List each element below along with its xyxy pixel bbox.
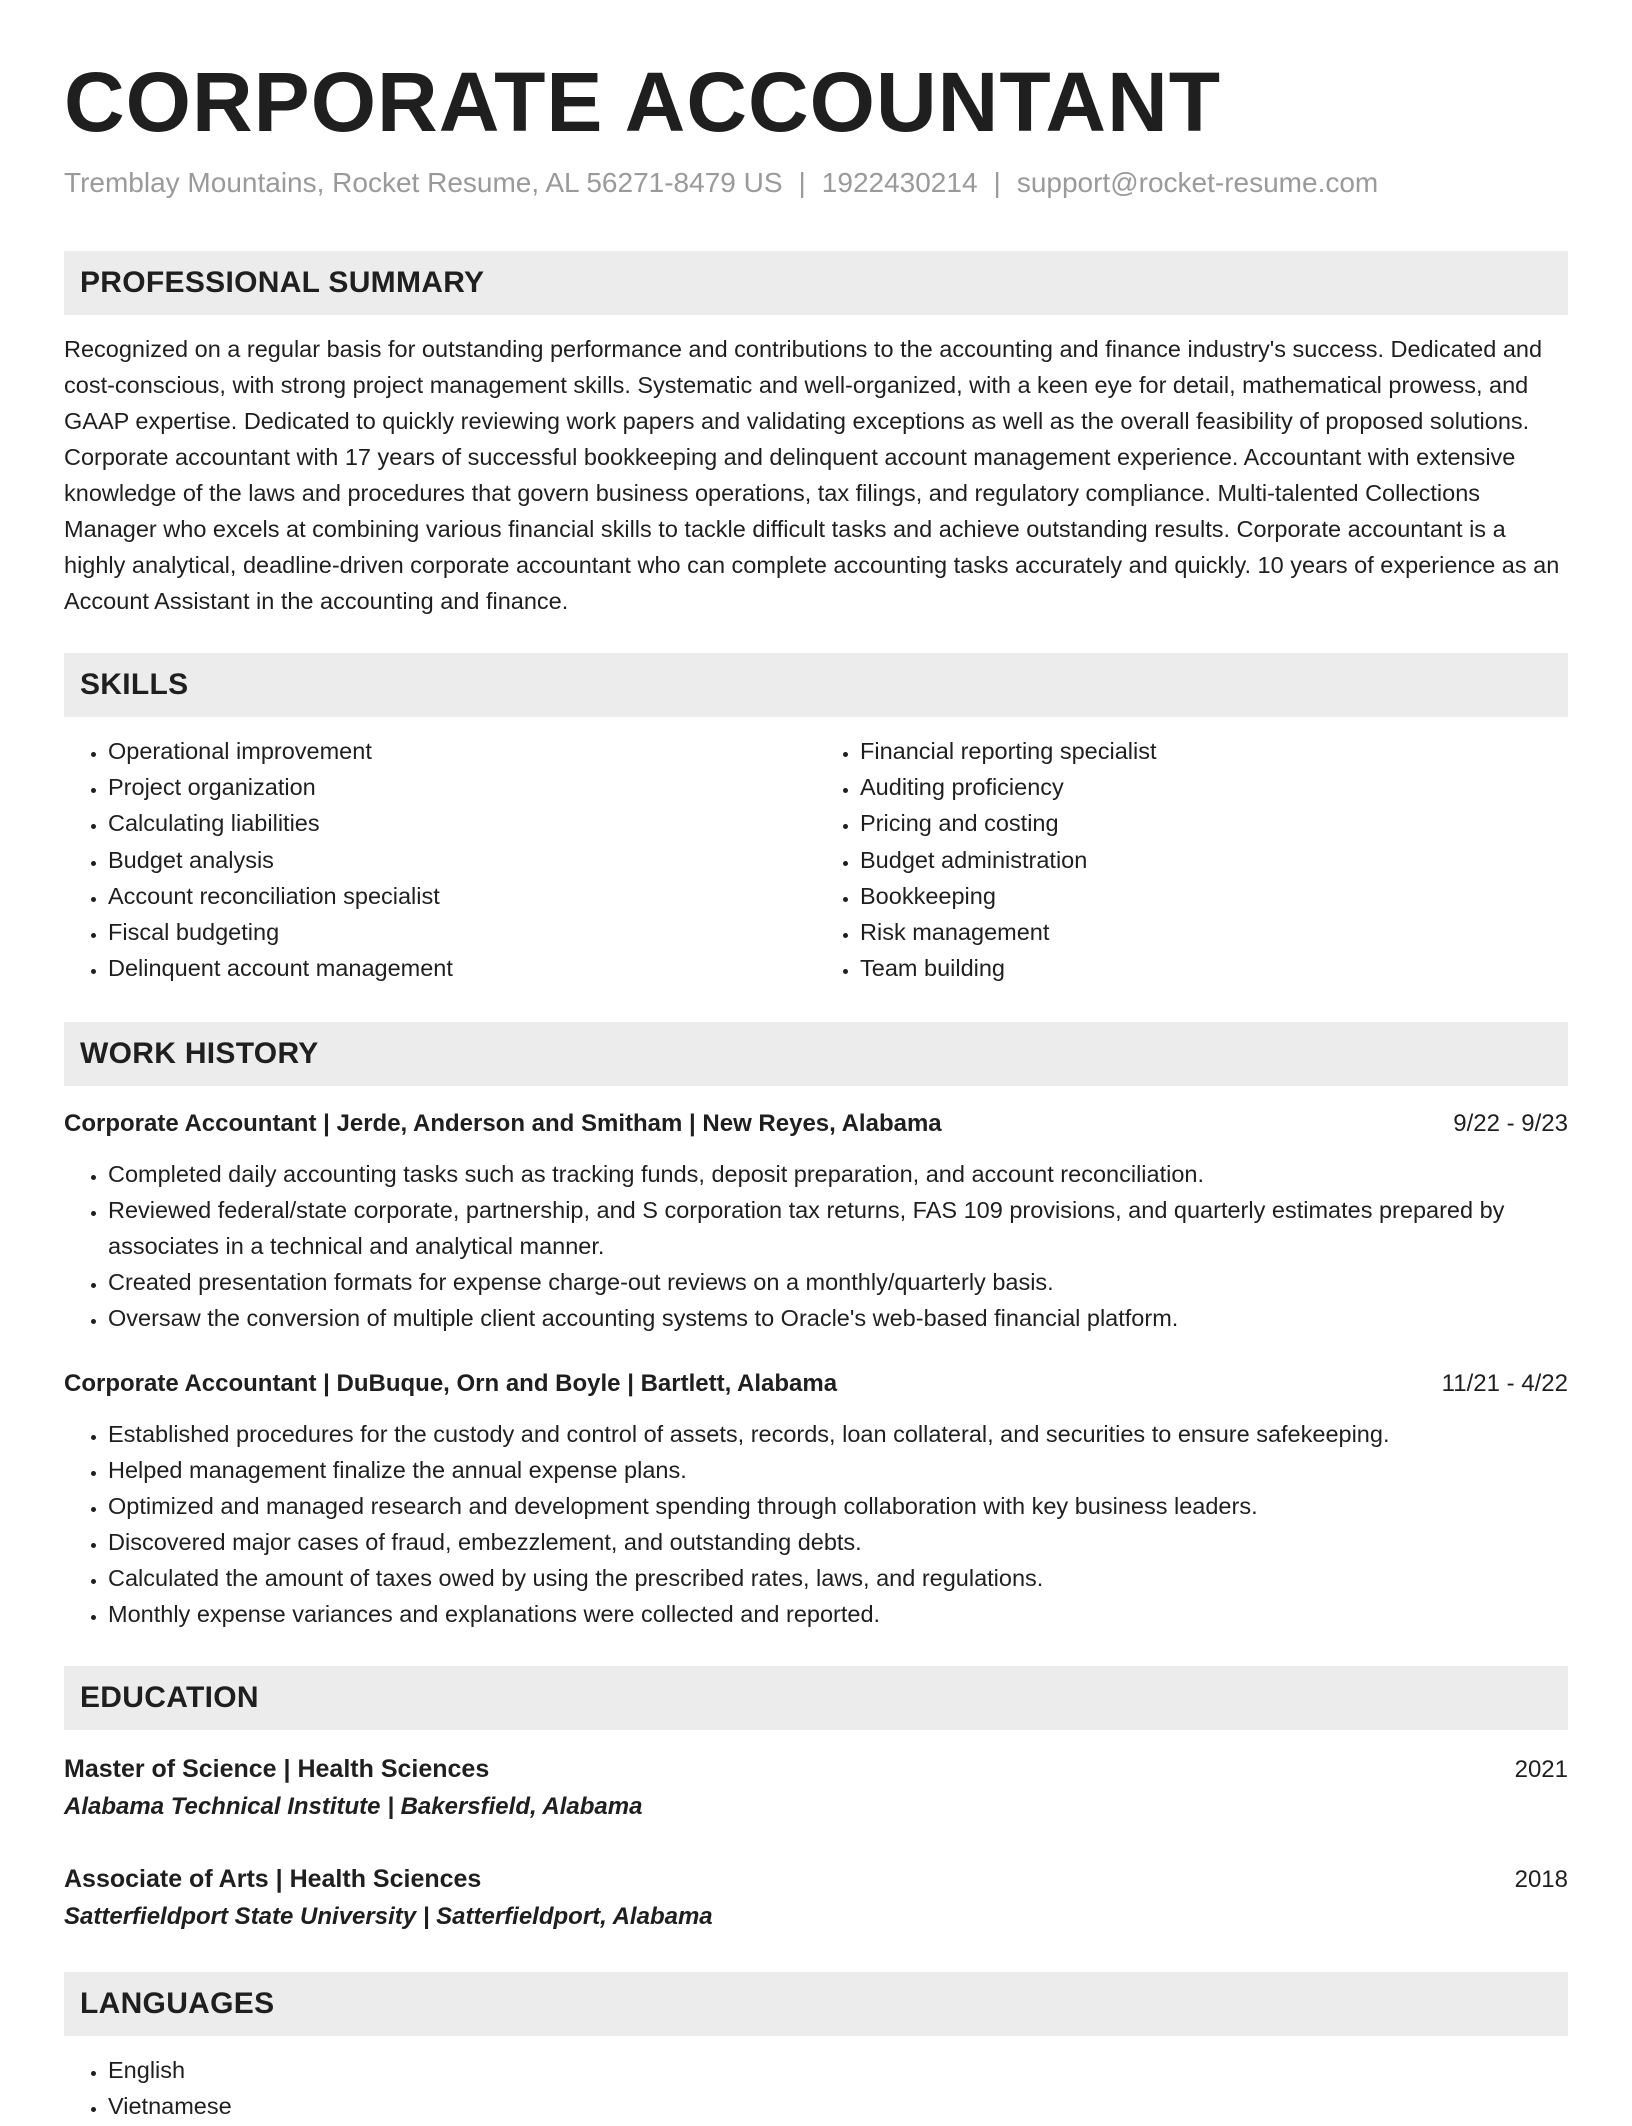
job-bullet: • Completed daily accounting tasks such as tracking funds, deposit preparation, and account reconciliation. <box>108 1156 1568 1192</box>
work-history-section-header: WORK HISTORY <box>64 1022 1568 1086</box>
language-item: • English <box>108 2052 1568 2088</box>
skills-list <box>64 733 1568 986</box>
job-bullet: • Established procedures for the custody and control of assets, records, loan collateral, and securities to ensure safekeeping. <box>108 1416 1568 1452</box>
contact-separator: | <box>798 166 806 198</box>
skill-item: • Fiscal budgeting <box>108 914 816 950</box>
job-entry <box>64 1106 1568 1336</box>
resume-name: CORPORATE ACCOUNTANT <box>64 55 1222 149</box>
skill-item: • Operational improvement <box>108 733 816 769</box>
skill-item: • Pricing and costing <box>860 805 1568 841</box>
contact-line <box>64 165 1568 201</box>
job-heading: Corporate Accountant | DuBuque, Orn and Boyle | Bartlett, Alabama <box>64 1370 838 1398</box>
skill-item: • Calculating liabilities <box>108 805 816 841</box>
skill-item: • Account reconciliation specialist <box>108 878 816 914</box>
job-heading: Corporate Accountant | Jerde, Anderson and Smitham | New Reyes, Alabama <box>64 1110 942 1138</box>
job-bullets <box>64 1156 1568 1336</box>
education-year: 2021 <box>1514 1756 1568 1784</box>
summary-text: Recognized on a regular basis for outstanding performance and contributions to the accounting and finance industry's success. Dedicated and cost-conscious, with strong project management skills. Systematic and well-organized, with a keen eye for detail, mathematical prowess, and GAAP expertise. Dedicated to quickly reviewing work papers and validating exceptions as well as the overall feasibility of proposed solutions. Corporate accountant with 17 years of successful bookkeeping and delinquent account management experience. Accountant with extensive knowledge of the laws and procedures that govern business operations, tax filings, and regulatory compliance. Multi-talented Collections Manager who excels at combining various financial skills to tackle difficult tasks and achieve outstanding results. Corporate accountant is a highly analytical, deadline-driven corporate accountant who can complete accounting tasks accurately and quickly. 10 years of experience as an Account Assistant in the accounting and finance. <box>64 335 1560 614</box>
job-bullet: • Reviewed federal/state corporate, partnership, and S corporation tax returns, FAS 109 provisions, and quarterly estimates prepared by associates in a technical and analytical manner. <box>108 1192 1568 1264</box>
skill-item: • Project organization <box>108 769 816 805</box>
education-degree: Associate of Arts | Health Sciences <box>64 1865 482 1894</box>
languages-list <box>64 2052 1568 2124</box>
contact-separator: | <box>993 166 1001 198</box>
education-entry <box>64 1750 1568 1826</box>
skills-column-right <box>816 733 1568 986</box>
languages-section-header: LANGUAGES <box>64 1972 1568 2036</box>
skill-item: • Delinquent account management <box>108 950 816 986</box>
summary-section-header: PROFESSIONAL SUMMARY <box>64 251 1568 315</box>
job-bullet: • Helped management finalize the annual expense plans. <box>108 1452 1568 1488</box>
job-bullets <box>64 1416 1568 1632</box>
contact-address: Tremblay Mountains, Rocket Resume, AL 56271-8479 US <box>64 166 783 198</box>
education-degree: Master of Science | Health Sciences <box>64 1755 490 1784</box>
education-school: Satterfieldport State University | Satterfieldport, Alabama <box>64 1903 713 1931</box>
job-bullet: • Monthly expense variances and explanations were collected and reported. <box>108 1596 1568 1632</box>
job-dates: 9/22 - 9/23 <box>1453 1110 1568 1138</box>
job-dates: 11/21 - 4/22 <box>1441 1370 1568 1398</box>
skills-section-header: SKILLS <box>64 653 1568 717</box>
skills-column-left <box>64 733 816 986</box>
job-entry <box>64 1366 1568 1632</box>
skill-item: • Financial reporting specialist <box>860 733 1568 769</box>
skill-item: • Budget administration <box>860 842 1568 878</box>
job-bullet: • Oversaw the conversion of multiple client accounting systems to Oracle's web-based financial platform. <box>108 1300 1568 1336</box>
job-bullet: • Calculated the amount of taxes owed by using the prescribed rates, laws, and regulations. <box>108 1560 1568 1596</box>
job-bullet: • Discovered major cases of fraud, embezzlement, and outstanding debts. <box>108 1524 1568 1560</box>
skill-item: • Budget analysis <box>108 842 816 878</box>
education-section-header: EDUCATION <box>64 1666 1568 1730</box>
contact-email: support@rocket-resume.com <box>1016 166 1379 198</box>
skill-item: • Bookkeeping <box>860 878 1568 914</box>
education-school: Alabama Technical Institute | Bakersfield, Alabama <box>64 1793 643 1821</box>
skill-item: • Auditing proficiency <box>860 769 1568 805</box>
job-bullet: • Created presentation formats for expense charge-out reviews on a monthly/quarterly basis. <box>108 1264 1568 1300</box>
skill-item: • Risk management <box>860 914 1568 950</box>
skill-item: • Team building <box>860 950 1568 986</box>
education-year: 2018 <box>1514 1866 1568 1894</box>
contact-phone: 1922430214 <box>821 166 978 198</box>
education-entry <box>64 1860 1568 1936</box>
job-bullet: • Optimized and managed research and development spending through collaboration with key business leaders. <box>108 1488 1568 1524</box>
language-item: • Vietnamese <box>108 2088 1568 2124</box>
